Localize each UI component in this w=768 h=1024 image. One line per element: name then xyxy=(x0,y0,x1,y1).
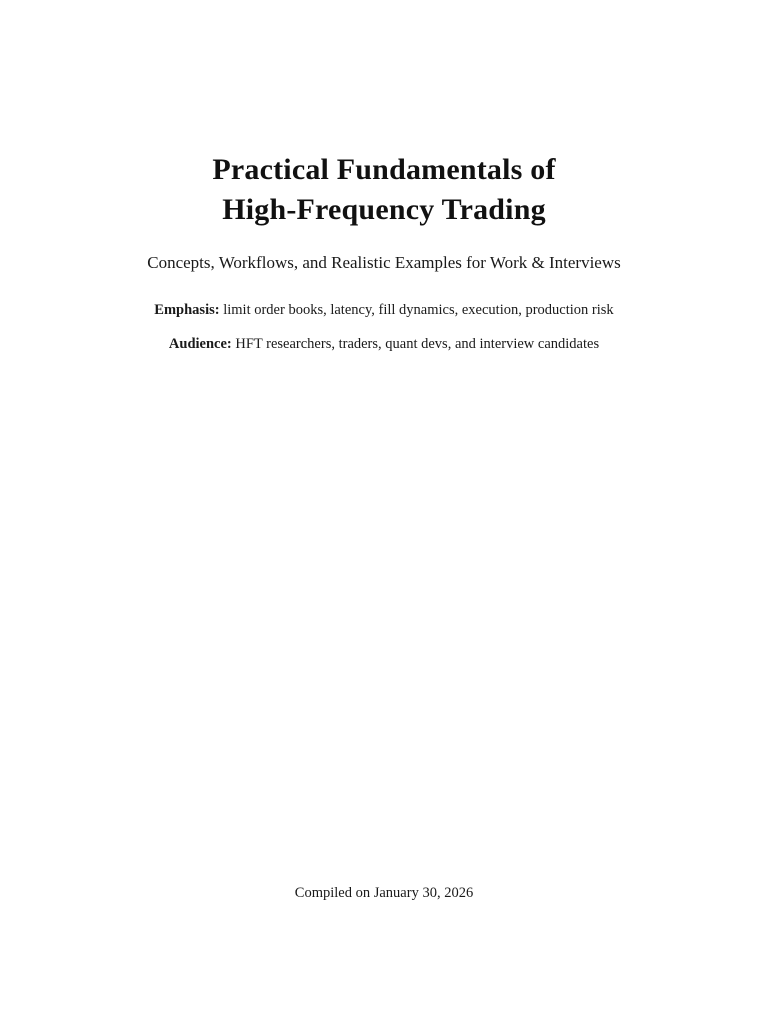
audience-line xyxy=(0,334,768,354)
emphasis-text: limit order books, latency, fill dynamics, execution, production risk xyxy=(223,302,614,318)
document-title-line-1: Practical Fundamentals of xyxy=(212,153,556,186)
emphasis-line xyxy=(0,300,768,320)
emphasis-label: Emphasis: xyxy=(154,302,220,318)
compiled-date: Compiled on January 30, 2026 xyxy=(294,885,474,901)
document-title-line-2: High-Frequency Trading xyxy=(222,193,546,226)
audience-text: HFT researchers, traders, quant devs, and interview candidates xyxy=(235,336,600,352)
document-subtitle: Concepts, Workflows, and Realistic Examples for Work & Interviews xyxy=(147,253,621,272)
audience-label: Audience: xyxy=(168,336,232,352)
title-block xyxy=(0,150,768,354)
